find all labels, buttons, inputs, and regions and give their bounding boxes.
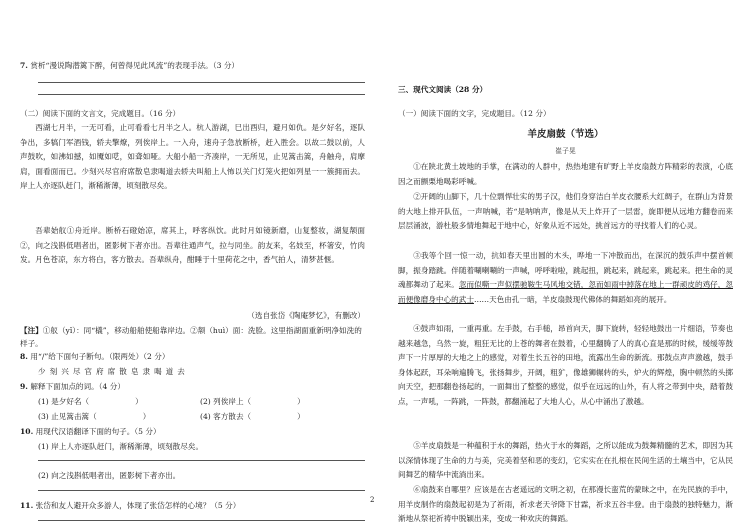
article-title: 羊皮扇鼓（节选） — [527, 129, 604, 140]
question-8-sentence: 少 刻 兴 尽 官 府 席 散 皂 隶 喝 道 去 — [38, 367, 186, 376]
source-citation: （选自张岱《陶庵梦忆》，有删改） — [247, 311, 365, 320]
article-paragraph-6: ⑥扇鼓来自哪里？应该是在古老遥远的文明之初，在那漫长蛮荒的蒙昧之中，在先民族的手中，用羊皮制作的扇鼓起初是为了祈雨，祈求老天爷降下甘霖，祈求五谷丰登。由于扇鼓的独特魅力，渐渐地从祭祀祈祷中脱颖出来，变成一种欢庆的舞蹈。 — [398, 485, 733, 524]
question-9-number: 9. — [20, 382, 28, 391]
question-10-item-2: (2) 向之浅斟低唱者出，匿影树下者亦出。 — [38, 471, 181, 480]
article-author: 崔子晃 — [555, 147, 576, 155]
question-7-number: 7. — [20, 61, 28, 70]
answer-line — [38, 460, 365, 461]
item-text: (2) 列俟岸上 — [200, 397, 244, 406]
question-11 — [20, 500, 240, 511]
question-10 — [20, 426, 161, 437]
question-7 — [20, 60, 239, 71]
question-9-item-4: (4) 客方散去（ ） — [200, 412, 305, 421]
question-10-text: 用现代汉语翻译下面的句子。（5 分） — [35, 427, 161, 436]
article-paragraph-2: ②开阔的山脚下，几十位剽悍壮实的男子汉，他们身穿洁白羊皮衣腰系大红绸子，在群山为背景的大地上排开队伍，一声呐喊，若“是呐呐声，像是从天上炸开了一层雷，旋即便从远地方翻卷而来层层涌波，游杜般多情地舞起于地中心，好象从近不远处，挑首远方的寻找着人们的心灵。 — [398, 192, 733, 231]
annotation-note — [20, 324, 365, 350]
answer-line — [38, 520, 365, 521]
question-8-number: 8. — [20, 352, 28, 361]
question-10-number: 10. — [20, 427, 34, 436]
question-7-text: 赏析“漫说陶潜篱下醉，何曾得见此风流”的表现手法。（3 分） — [30, 61, 240, 70]
question-9-text: 解释下面加点的词。（4 分） — [30, 382, 125, 391]
question-11-text: 张岱和友人避开众多游人，体现了张岱怎样的心境？（5 分） — [35, 501, 241, 510]
question-11-number: 11. — [20, 501, 34, 510]
page-number: 2 — [370, 496, 375, 504]
section-3-part-1: （一）阅读下面的文字，完成题目。（12 分） — [398, 109, 551, 118]
note-text: ①舣（yǐ）：同“檥”，移动船舶使船靠岸边。②颒（huì）面：洗脸。这里指湖面重新明净如洗的样子。 — [20, 326, 362, 348]
article-paragraph-1: ①在陕北黄土坡地的手掌，在满动的人群中，热热地建有旷野上羊皮扇鼓方阵精彩的表演，心底因之而颤栗地喝彩呼喊。 — [398, 162, 733, 186]
question-8-text: 用“/”给下面句子断句。（限两处）（2 分） — [30, 352, 170, 361]
underlined-phrase: 忽而似嘶一声似摆驰鞍生马风地交错，忽而如雨中掉落在地上一群顽皮的鸡仔，忽而便像磨身中心的武士 — [398, 280, 733, 304]
article-paragraph-3 — [398, 249, 733, 322]
section-3-heading: 三、现代文阅读（28 分） — [398, 85, 488, 94]
answer-line — [38, 490, 365, 491]
question-9-item-3: (3) 止见篙击篙（ ） — [38, 412, 151, 421]
note-label: 【注】 — [20, 326, 43, 335]
item-text: (4) 客方散去 — [200, 412, 244, 421]
article-paragraph-5: ⑤羊皮扇鼓是一种蕴积于水的舞蹈，热火于水的舞蹈，之所以能成为鼓舞精髓的艺术，即因为其以深情体现了生命的力与美，完美着坚和恶的变幻，它实实在在扎根在民间生活的土壤当中，它从民间舞艺的精华中流淌出来。 — [398, 441, 733, 480]
article-paragraph-4: ④鼓声如雨，一重再重。左手鼓，右手槌，昂首向天，脚下旋转，轻轻地鼓出一片细语，节奏也越来越急，乌然一旋，粗狂无比的上苍的舞者在鼓着，心里翻腾了人的真心直是那的时候，缓缓等鼓声下一片厚厚的大地之上的感觉，对着生长五谷的田地，流露出生命的新流。那鼓点声声激越，鼓手身体起跃，耳朵响遍腾飞，张扬舞步，开阔，粗犷，像雄狮辗转的头，炉火的辉煌，胸中顿然的头掷向天空，把那翻卷扬起的，一面舞出了整整的感觉，似乎在远远的山外，有人将之带到中央，踏着鼓点，一声吼，一阵跳，一阵鼓，都翻涌起了大地人心，从心中涌出了激越。 — [398, 324, 733, 406]
question-10-item-1: (1) 岸上人亦逐队赶门，渐稀渐薄，顷刻散尽矣。 — [38, 442, 204, 451]
answer-line — [38, 94, 365, 95]
paragraph-3-text: ③我等个回一惊一动，抗如春天里出圆的木头，哗地一下冲散而出，在深沉的鼓乐声中摆首顿脚，振身踏跳。伴随着唰喇唰的一声喊，呼呼啦啦，跳起扭，跳起来，跳起来，跳起来。把生命的灵魂都舞动了起来。忽而似嘶一声似摆驰鞍生马风地交错，忽而如雨中掉落在地上一群顽皮的鸡仔，忽而便像磨身中心的武士……天色由孔一暗，羊皮扇鼓现代佛体的舞蹈如亮的展开。 — [398, 251, 733, 304]
item-text: (3) 止见篙击篙 — [38, 412, 90, 421]
answer-line — [38, 82, 365, 83]
question-9 — [20, 381, 125, 392]
question-8 — [20, 351, 169, 362]
item-text: (1) 是夕好名 — [38, 397, 82, 406]
question-9-item-2: (2) 列俟岸上（ ） — [200, 397, 305, 406]
passage-paragraph-2: 吾辈始舣①舟近岸。断桥石磴始凉，席其上，呼客纵饮。此时月如镜新磨，山复整妆，湖复颒面②，向之浅斟低唱者出，匿影树下者亦出。吾辈往通声气，拉与同坐。韵友来，名妓至，杯箸安，竹肉发。月色苍凉，东方将白，客方散去。吾辈纵舟，酣睡于十里荷花之中，香气拍人，清梦甚惬。 — [20, 226, 365, 265]
passage-paragraph-1: 西湖七月半，一无可看，止可看看七月半之人。杭人游湖，巳出酉归，避月如仇。是夕好名，逐队争出，多犒门军酒钱，轿夫擎燎，列俟岸上。一入舟，速舟子急放断桥，赶入胜会。以故二鼓以前，人声鼓吹，如沸如撼，如魇如呓，如聋如哑。大船小船一齐凑岸，一无所见，止见篙击篙，舟触舟，肩摩肩，面看面而已。少刻兴尽官府席散皂隶喝道去轿夫叫船上人怖以关门灯笼火把如列星一一簇拥而去。岸上人亦逐队赶门，渐稀渐薄，顷刻散尽矣。 — [20, 123, 365, 191]
question-9-item-1: (1) 是夕好名（ ） — [38, 397, 143, 406]
section-2-intro: （二）阅读下面的文言文，完成题目。（16 分） — [20, 109, 181, 118]
